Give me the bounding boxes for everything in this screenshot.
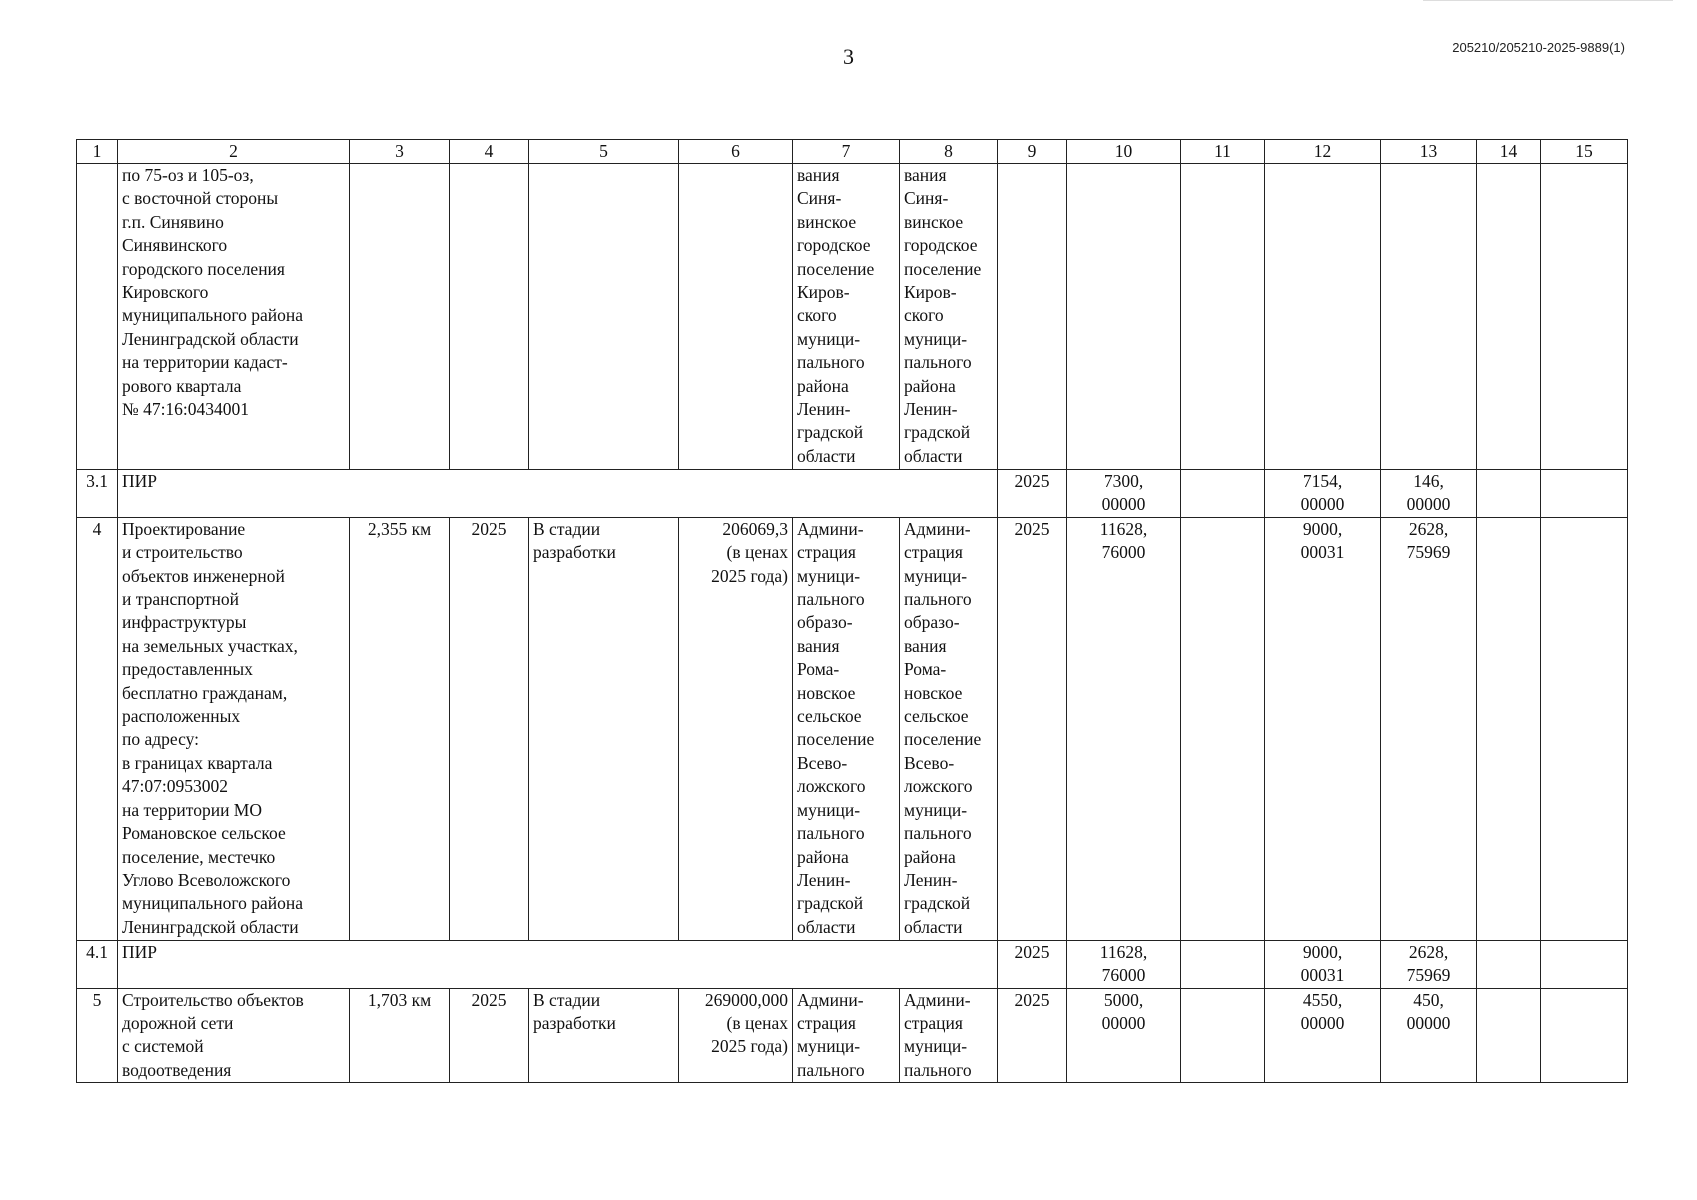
cell-col9 (998, 164, 1067, 470)
column-header: 11 (1181, 140, 1265, 164)
cell-stage: В стадии разработки (529, 988, 679, 1083)
cell-cost: 206069,3 (в ценах 2025 года) (679, 517, 793, 940)
column-header: 9 (998, 140, 1067, 164)
table-row (77, 940, 1628, 988)
cell-col15 (1541, 470, 1628, 518)
cell-col12: 9000, 00031 (1265, 940, 1381, 988)
column-header: 3 (350, 140, 450, 164)
cell-customer: Админи- страция муници- пального образо- вания Рома- новское сельское поселение Всево- ложского муници- пального района Ленин- градской области (793, 517, 900, 940)
cell-col13: 146, 00000 (1381, 470, 1477, 518)
program-table (76, 139, 1628, 1083)
cell-col11 (1181, 517, 1265, 940)
cell-col11 (1181, 988, 1265, 1083)
cell-col10: 7300, 00000 (1067, 470, 1181, 518)
cell-col14 (1477, 988, 1541, 1083)
cell-col10: 11628, 76000 (1067, 940, 1181, 988)
cell-col10 (1067, 164, 1181, 470)
cell-col9: 2025 (998, 470, 1067, 518)
column-header: 7 (793, 140, 900, 164)
page-number: 3 (843, 44, 854, 69)
cell-col15 (1541, 517, 1628, 940)
cell-col13: 2628, 75969 (1381, 517, 1477, 940)
cell-col15 (1541, 164, 1628, 470)
cell-name: ПИР (118, 470, 998, 518)
cell-col15 (1541, 988, 1628, 1083)
column-header: 5 (529, 140, 679, 164)
cell-col12 (1265, 164, 1381, 470)
cell-col14 (1477, 940, 1541, 988)
cell-num (77, 164, 118, 470)
column-header: 15 (1541, 140, 1628, 164)
cell-stage (529, 164, 679, 470)
cell-developer: вания Синя- винское городское поселение Киров- ского муници- пального района Ленин- градской области (900, 164, 998, 470)
cell-year: 2025 (450, 517, 529, 940)
cell-length: 2,355 км (350, 517, 450, 940)
cell-col11 (1181, 164, 1265, 470)
column-header: 12 (1265, 140, 1381, 164)
cell-cost (679, 164, 793, 470)
table-row (77, 517, 1628, 940)
cell-col10: 11628, 76000 (1067, 517, 1181, 940)
table-row (77, 470, 1628, 518)
cell-col15 (1541, 940, 1628, 988)
cell-customer: Админи- страция муници- пального (793, 988, 900, 1083)
cell-developer: Админи- страция муници- пального (900, 988, 998, 1083)
cell-cost: 269000,000 (в ценах 2025 года) (679, 988, 793, 1083)
cell-stage: В стадии разработки (529, 517, 679, 940)
cell-year (450, 164, 529, 470)
cell-col12: 7154, 00000 (1265, 470, 1381, 518)
column-header: 2 (118, 140, 350, 164)
cell-length (350, 164, 450, 470)
cell-col14 (1477, 164, 1541, 470)
cell-developer: Админи- страция муници- пального образо- вания Рома- новское сельское поселение Всево- ложского муници- пального района Ленин- градской области (900, 517, 998, 940)
cell-col14 (1477, 470, 1541, 518)
cell-name: Проектирование и строительство объектов инженерной и транспортной инфраструктуры на земельных участках, предоставленных бесплатно гражданам, расположенных по адресу: в границах квартала 47:07:0953002 на территории МО Романовское сельское поселение, местечко Углово Всеволожского муниципального района Ленинградской области (118, 517, 350, 940)
column-header: 8 (900, 140, 998, 164)
cell-col13: 450, 00000 (1381, 988, 1477, 1083)
cell-col13: 2628, 75969 (1381, 940, 1477, 988)
cell-col14 (1477, 517, 1541, 940)
cell-length: 1,703 км (350, 988, 450, 1083)
cell-num: 3.1 (77, 470, 118, 518)
column-header: 10 (1067, 140, 1181, 164)
column-header: 4 (450, 140, 529, 164)
cell-col11 (1181, 940, 1265, 988)
column-header: 13 (1381, 140, 1477, 164)
cell-name: ПИР (118, 940, 998, 988)
cell-num: 4.1 (77, 940, 118, 988)
cell-col9: 2025 (998, 517, 1067, 940)
column-header: 1 (77, 140, 118, 164)
cell-customer: вания Синя- винское городское поселение Киров- ского муници- пального района Ленин- градской области (793, 164, 900, 470)
column-header: 14 (1477, 140, 1541, 164)
cell-name: по 75-оз и 105-оз, с восточной стороны г.п. Синявино Синявинского городского поселения Кировского муниципального района Ленинградской области на территории кадаст- рового квартала № 47:16:0434001 (118, 164, 350, 470)
cell-col10: 5000, 00000 (1067, 988, 1181, 1083)
cell-col12: 4550, 00000 (1265, 988, 1381, 1083)
cell-num: 4 (77, 517, 118, 940)
cell-col13 (1381, 164, 1477, 470)
cell-name: Строительство объектов дорожной сети с системой водоотведения (118, 988, 350, 1083)
cell-col9: 2025 (998, 940, 1067, 988)
cell-col11 (1181, 470, 1265, 518)
table-row (77, 988, 1628, 1083)
table-row (77, 164, 1628, 470)
cell-col12: 9000, 00031 (1265, 517, 1381, 940)
column-header: 6 (679, 140, 793, 164)
scan-edge-mark (1423, 0, 1673, 1)
column-number-row (77, 140, 1628, 164)
cell-col9: 2025 (998, 988, 1067, 1083)
cell-year: 2025 (450, 988, 529, 1083)
cell-num: 5 (77, 988, 118, 1083)
document-id: 205210/205210-2025-9889(1) (1452, 40, 1625, 55)
